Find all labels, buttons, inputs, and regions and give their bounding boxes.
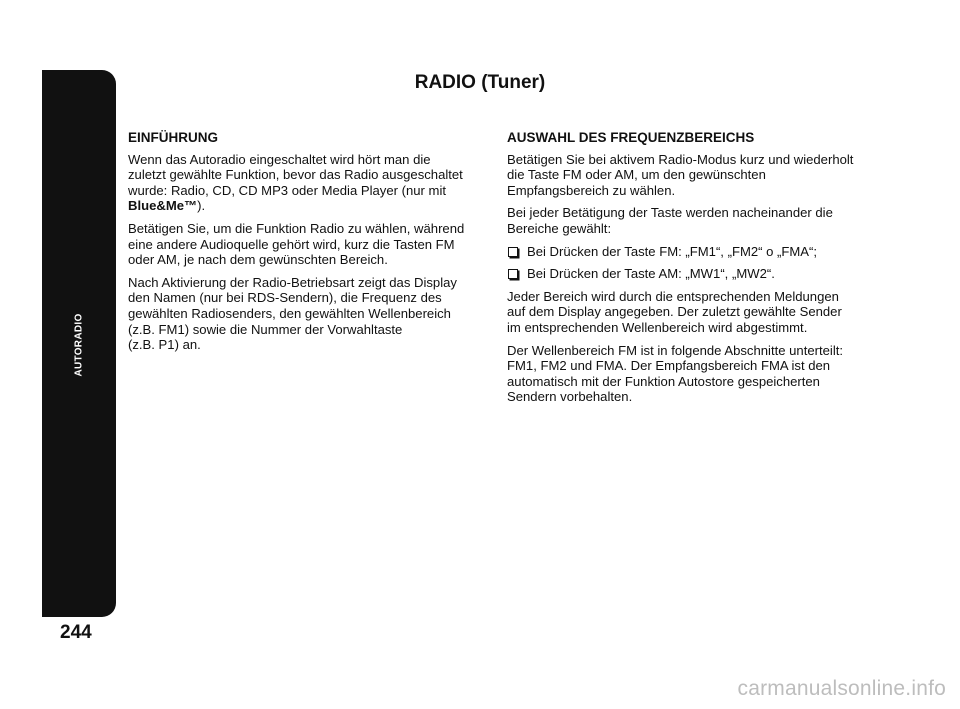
intro-paragraph-3-text: Nach Aktivierung der Radio-Betriebsart zeigt das Display den Namen (nur bei RDS-Sendern), die Frequenz des gewählten Radiosenders, den gewählten Wellenbereich (z.B. FM1) sowie die Nummer der Vorwahltaste: [128, 274, 457, 337]
blueme-brand: Blue&Me™: [128, 198, 198, 214]
band-paragraph-4: Der Wellenbereich FM ist in folgende Abschnitte unterteilt: FM1, FM2 und FMA. Der Empfangsbereich FMA ist den automatisch mit der Funktion Autostore gespeicherten Sendern vorbehalten.: [507, 342, 843, 405]
side-section-label: AUTORADIO: [73, 313, 85, 377]
checkbox-bullet-icon: [508, 269, 518, 279]
band-paragraph-2: Bei jeder Betätigung der Taste werden nacheinander die Bereiche gewählt:: [507, 205, 833, 236]
left-column: [128, 130, 468, 360]
intro-paragraph-1: [128, 152, 468, 214]
intro-paragraph-2: Betätigen Sie, um die Funktion Radio zu wählen, während eine andere Audioquelle gehört wird, kurz die Tasten FM oder AM, je nach dem gewünschten Bereich.: [128, 220, 465, 268]
intro-paragraph-1-text: Wenn das Autoradio eingeschaltet wird hört man die zuletzt gewählte Funktion, bevor das Radio ausgeschaltet wurde: Radio, CD, CD MP3 oder Media Player (nur mit: [128, 151, 463, 198]
right-column: [507, 130, 859, 412]
intro-paragraph-3-end: (z.B. P1) an.: [128, 337, 201, 353]
watermark: carmanualsonline.info: [737, 677, 946, 700]
band-paragraph-1: Betätigen Sie bei aktivem Radio-Modus kurz und wiederholt die Taste FM oder AM, um den gewünschten Empfangsbereich zu wählen.: [507, 151, 854, 198]
page-title: RADIO (Tuner): [414, 72, 546, 93]
list-item-text: Bei Drücken der Taste FM: „FM1“, „FM2“ o „FMA“;: [527, 243, 818, 259]
band-paragraph-3: Jeder Bereich wird durch die entsprechenden Meldungen auf dem Display angegeben. Der zuletzt gewählte Sender im entsprechenden Wellenbereich wird abgestimmt.: [507, 288, 842, 335]
page-number: 244: [60, 622, 92, 643]
list-item-text: Bei Drücken der Taste AM: „MW1“, „MW2“.: [527, 266, 775, 282]
list-item: [507, 266, 859, 282]
intro-paragraph-1-end: ).: [197, 198, 206, 214]
list-item: [507, 244, 859, 260]
intro-paragraph-3: [128, 275, 468, 353]
section-heading-band-selection: AUSWAHL DES FREQUENZBEREICHS: [507, 130, 755, 145]
section-heading-introduction: EINFÜHRUNG: [128, 130, 218, 145]
checkbox-bullet-icon: [508, 247, 518, 257]
